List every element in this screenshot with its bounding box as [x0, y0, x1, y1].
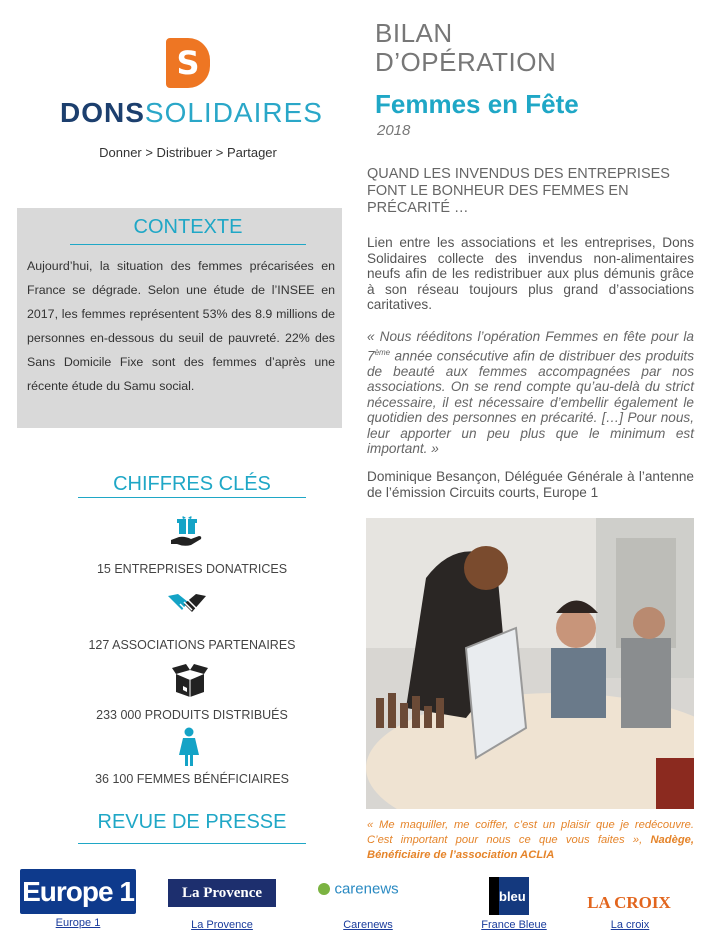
link-laprovence[interactable]: La Provence: [191, 919, 253, 931]
operation-title: Femmes en Fête: [375, 89, 579, 119]
article-headline: QUAND LES INVENDUS DES ENTREPRISES FONT LE BONHEUR DES FEMMES EN PRÉCARITÉ …: [367, 166, 670, 216]
contexte-title: CONTEXTE: [133, 216, 243, 238]
brand-name: [60, 97, 323, 129]
carenews-logo: [318, 880, 414, 906]
link-lacroix[interactable]: La croix: [610, 919, 650, 931]
carenews-logo-text: carenews: [334, 880, 399, 898]
stat-produits: 233 000 PRODUITS DISTRIBUÉS: [96, 708, 288, 722]
event-photo: [366, 518, 694, 809]
box-icon: [172, 662, 208, 698]
stat-entreprises: 15 ENTREPRISES DONATRICES: [96, 562, 288, 576]
laprovence-logo: [168, 879, 276, 907]
chiffres-title: CHIFFRES CLÉS: [113, 473, 271, 495]
stat-associations: 127 ASSOCIATIONS PARTENAIRES: [88, 638, 296, 652]
article-intro: Lien entre les associations et les entreprises, Dons Solidaires collecte des invendus non-alimentaires neufs afin de les redistribuer aux plus démunis grâce à son réseau toujours plus grand d’associations caritatives.: [367, 235, 694, 312]
europe1-logo: [20, 869, 136, 914]
bilan-title: [375, 19, 556, 77]
bilan-line2: D’OPÉRATION: [375, 47, 557, 77]
contexte-text: Aujourd’hui, la situation des femmes précarisées en France se dégrade. Selon une étude de l’INSEE en 2017, les femmes représentent 53% des 8.9 millions de personnes en-dessous du seuil de pauvreté. 22% des Sans Domicile Fixe sont des femmes d’après une récente étude du Samu social.: [27, 259, 335, 393]
caption-attribution: Nadège, Bénéficiaire de l’association ACLIA: [367, 834, 694, 861]
woman-icon: [178, 727, 200, 767]
stat-femmes: 36 100 FEMMES BÉNÉFICIAIRES: [95, 772, 289, 786]
operation-year: 2018: [377, 122, 411, 139]
link-europe1[interactable]: Europe 1: [55, 917, 101, 929]
lacroix-logo: LA CROIX: [587, 893, 671, 912]
quote-sup: ème: [374, 347, 391, 357]
article-quote: [367, 329, 694, 457]
bilan-line1: BILAN: [375, 18, 453, 48]
photo-caption: [367, 818, 694, 863]
quote-part1: « Nous rééditons l’opération Femmes en fête pour la 7: [367, 329, 694, 364]
quote-part2: année consécutive afin de distribuer des produits de beauté aux femmes accompagnées par nos associations. On se rend compte qu’au-delà du strict nécessaire, il est nécessaire d’embellir également le quotidien des personnes en précarité. […] Pour nous, leur apporter un peu plus que le minimum est important. »: [367, 348, 694, 457]
logo-mark-letter: S: [176, 44, 200, 82]
logo-mark: [166, 38, 210, 88]
link-francebleu[interactable]: France Bleue: [481, 919, 547, 931]
europe1-logo-text: Europe 1: [22, 876, 134, 907]
laprovence-logo-text: La Provence: [181, 885, 263, 901]
link-carenews[interactable]: Carenews: [343, 919, 393, 931]
tagline: Donner > Distribuer > Partager: [99, 145, 277, 160]
carenews-dot-icon: [318, 883, 330, 895]
contexte-divider: [70, 244, 306, 245]
brand-solidaires: SOLIDAIRES: [144, 97, 323, 128]
francebleu-logo-text: bleu: [499, 889, 526, 904]
article-author: Dominique Besançon, Déléguée Générale à l’antenne de l’émission Circuits courts, Europe 1: [367, 469, 694, 500]
presse-divider: [78, 843, 306, 844]
gift-hand-icon: [169, 514, 205, 550]
chiffres-divider: [78, 497, 306, 498]
francebleu-logo: [489, 877, 529, 915]
brand-dons: DONS: [60, 97, 145, 128]
handshake-icon: [166, 590, 208, 620]
caption-quote: « Me maquiller, me coiffer, c’est un plaisir que je redécouvre. C’est important pour nous ce que vous faites »,: [367, 819, 694, 846]
presse-title: REVUE DE PRESSE: [97, 811, 287, 833]
